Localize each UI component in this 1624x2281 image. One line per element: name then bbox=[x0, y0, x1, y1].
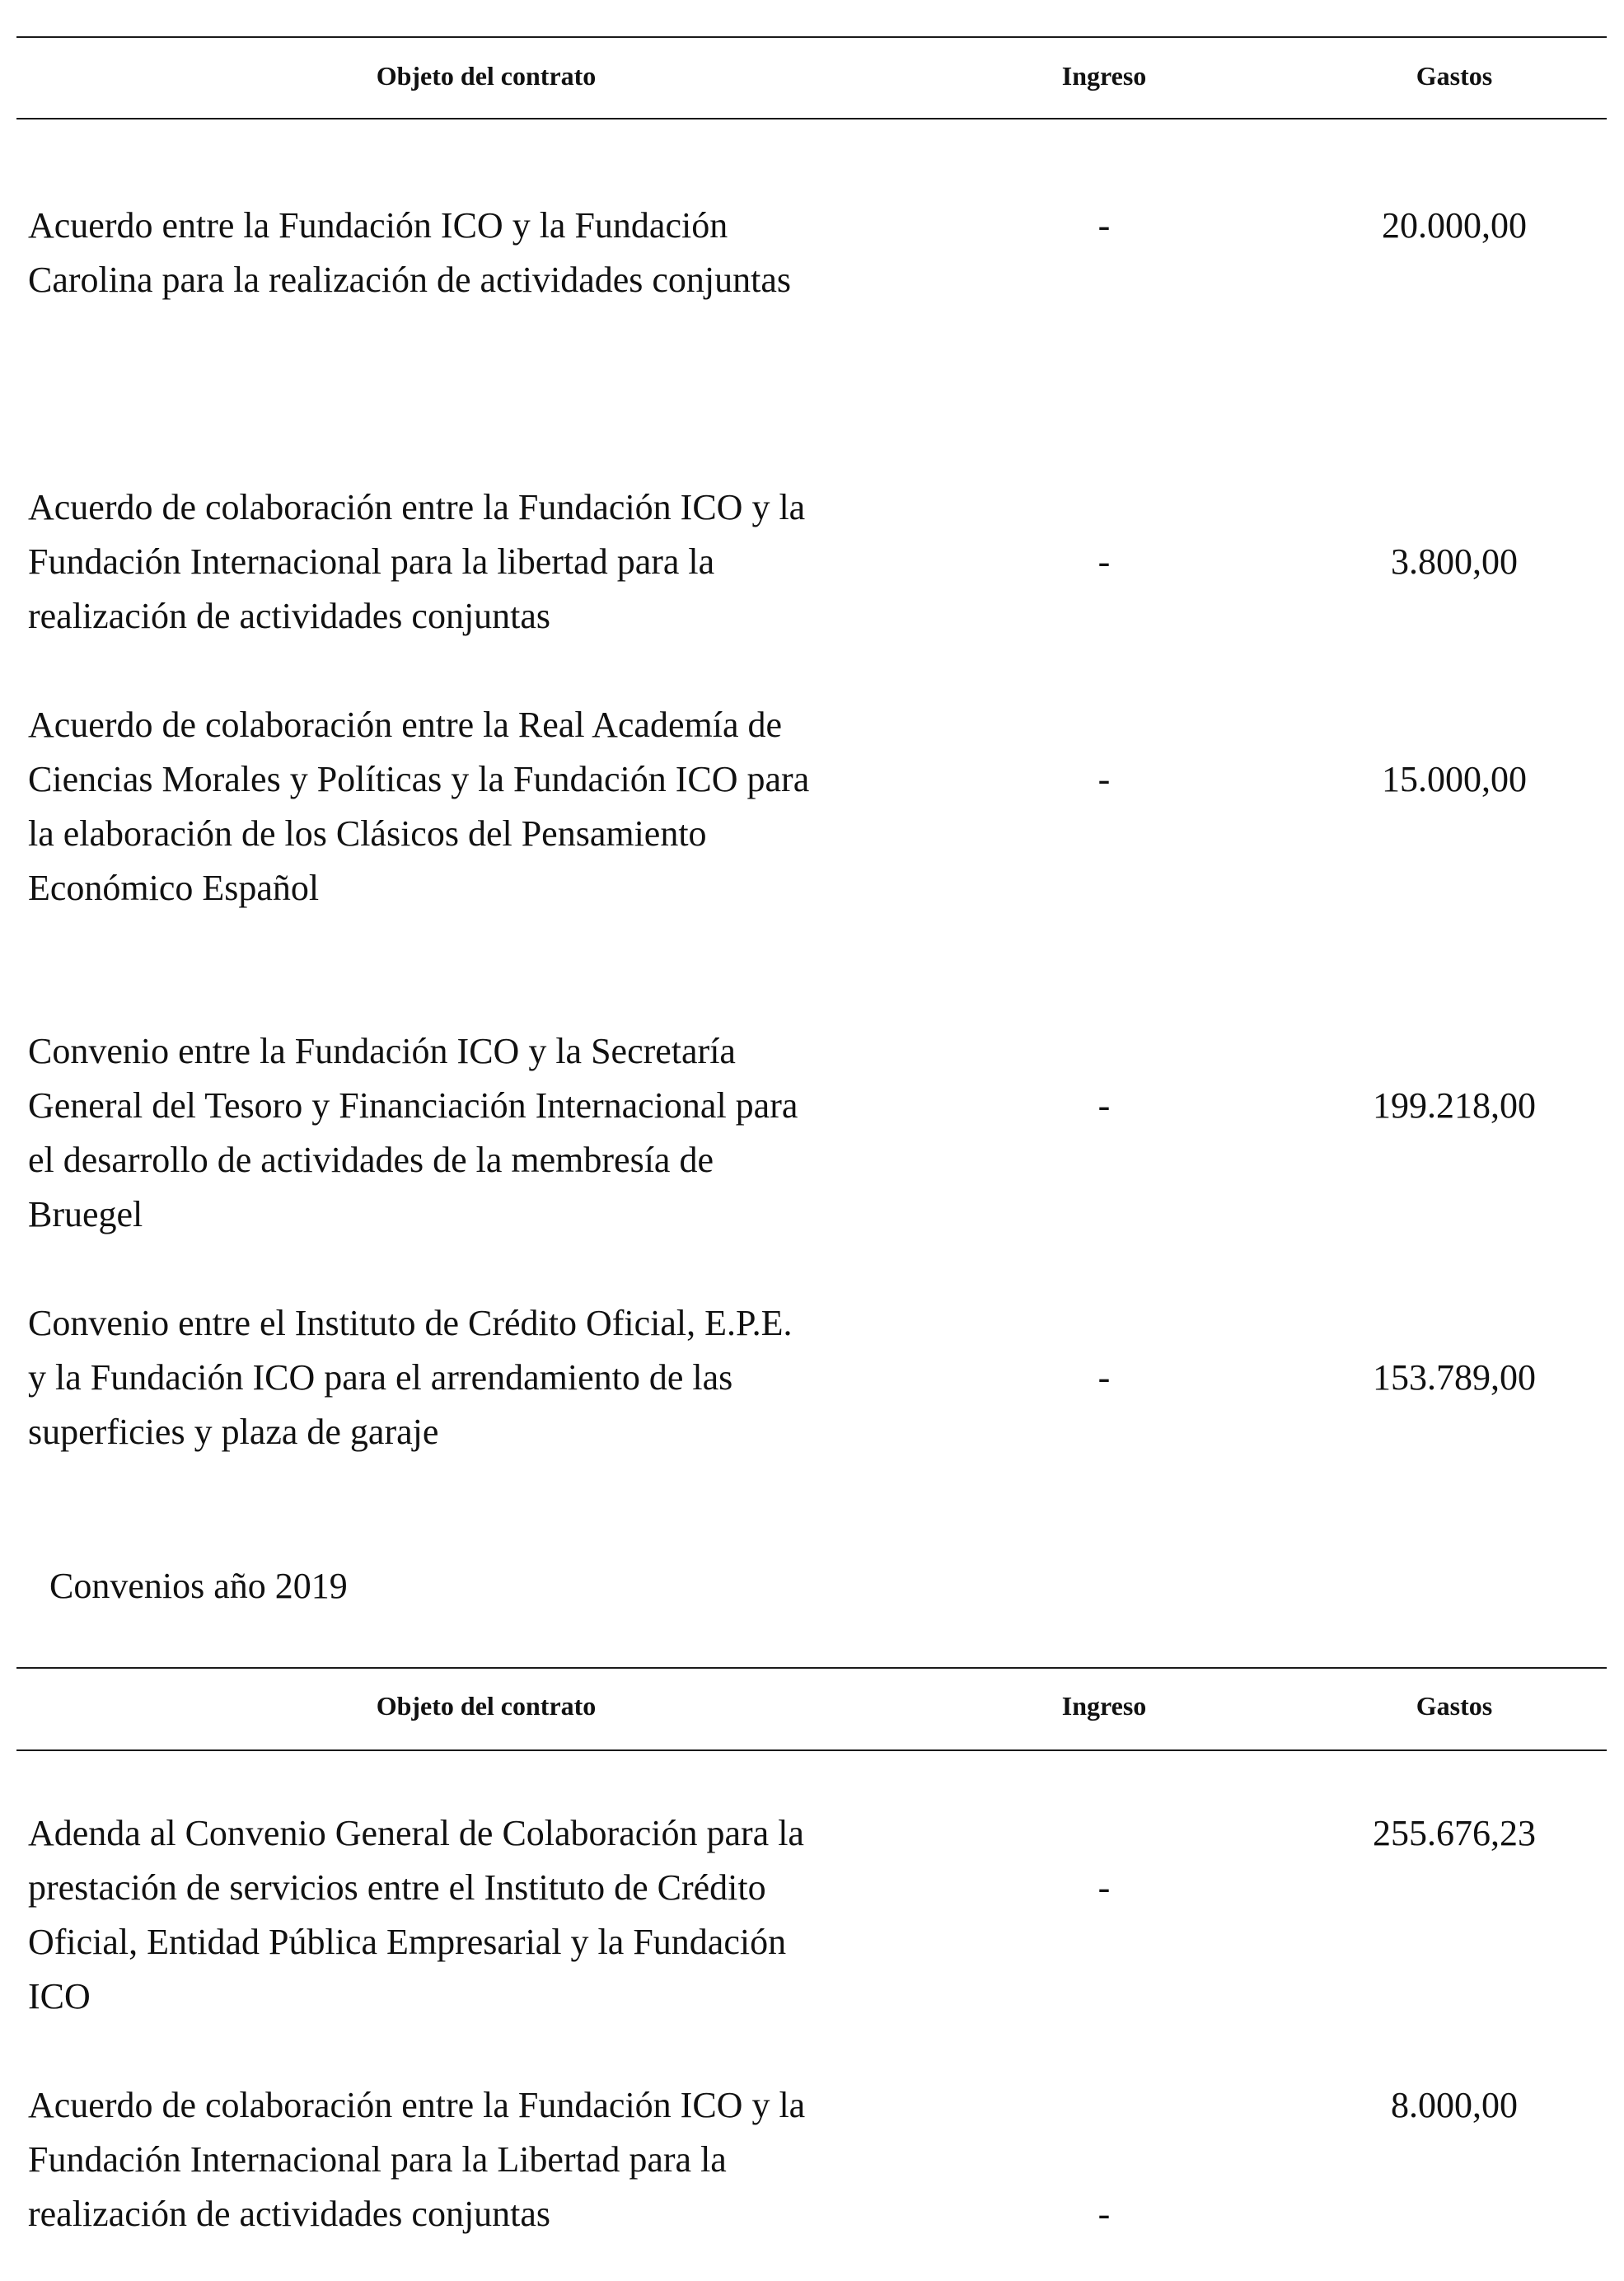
row-gastos-value: 3.800,00 bbox=[1391, 541, 1518, 582]
row-gastos-value: 20.000,00 bbox=[1382, 205, 1527, 246]
row-object-text: Convenio entre el Instituto de Crédito Oficial, E.P.E. y la Fundación ICO para el arrendamiento de las superficies y plaza de garaje bbox=[28, 1303, 793, 1452]
row-object-text: Acuerdo de colaboración entre la Fundación ICO y la Fundación Internacional para la libertad para la realización de actividades conjuntas bbox=[28, 487, 806, 636]
row-object-text: Convenio entre la Fundación ICO y la Secretaría General del Tesoro y Financiación Internacional para el desarrollo de actividades de la membresía de Bruegel bbox=[28, 1031, 798, 1234]
row-ingreso-value: - bbox=[1097, 1085, 1111, 1126]
header-objeto-del-contrato: Objeto del contrato bbox=[376, 1691, 597, 1721]
section-caption-convenios-2019: Convenios año 2019 bbox=[49, 1566, 348, 1606]
header-gastos: Gastos bbox=[1416, 61, 1493, 91]
row-ingreso-value: - bbox=[1097, 759, 1111, 799]
row-ingreso-value: - bbox=[1097, 205, 1111, 246]
row-ingreso-value: - bbox=[1097, 541, 1111, 582]
table-top-rule bbox=[16, 1667, 1607, 1669]
row-gastos-value: 8.000,00 bbox=[1391, 2085, 1518, 2125]
header-gastos: Gastos bbox=[1416, 1691, 1493, 1721]
row-object-text: Acuerdo de colaboración entre la Real Academía de Ciencias Morales y Políticas y la Fundación ICO para la elaboración de los Clásicos del Pensamiento Económico Español bbox=[28, 705, 810, 908]
row-gastos-value: 15.000,00 bbox=[1382, 759, 1527, 799]
header-ingreso: Ingreso bbox=[1061, 1691, 1147, 1721]
row-ingreso-value: - bbox=[1097, 1867, 1111, 1908]
row-gastos-value: 153.789,00 bbox=[1373, 1357, 1536, 1398]
row-ingreso-value: - bbox=[1097, 2194, 1111, 2234]
table-header-rule bbox=[16, 1749, 1607, 1751]
table-top-rule bbox=[16, 36, 1607, 38]
row-ingreso-value: - bbox=[1097, 1357, 1111, 1398]
header-objeto-del-contrato: Objeto del contrato bbox=[376, 61, 597, 91]
row-object-text: Adenda al Convenio General de Colaboración para la prestación de servicios entre el Instituto de Crédito Oficial, Entidad Pública Empresarial y la Fundación ICO bbox=[28, 1813, 804, 2016]
header-ingreso: Ingreso bbox=[1061, 61, 1147, 91]
table-header-rule bbox=[16, 118, 1607, 119]
row-object-text: Acuerdo entre la Fundación ICO y la Fundación Carolina para la realización de actividades conjuntas bbox=[28, 205, 792, 300]
row-gastos-value: 199.218,00 bbox=[1373, 1085, 1536, 1126]
row-object-text: Acuerdo de colaboración entre la Fundación ICO y la Fundación Internacional para la Libertad para la realización de actividades conjuntas bbox=[28, 2085, 806, 2234]
row-gastos-value: 255.676,23 bbox=[1373, 1813, 1536, 1853]
